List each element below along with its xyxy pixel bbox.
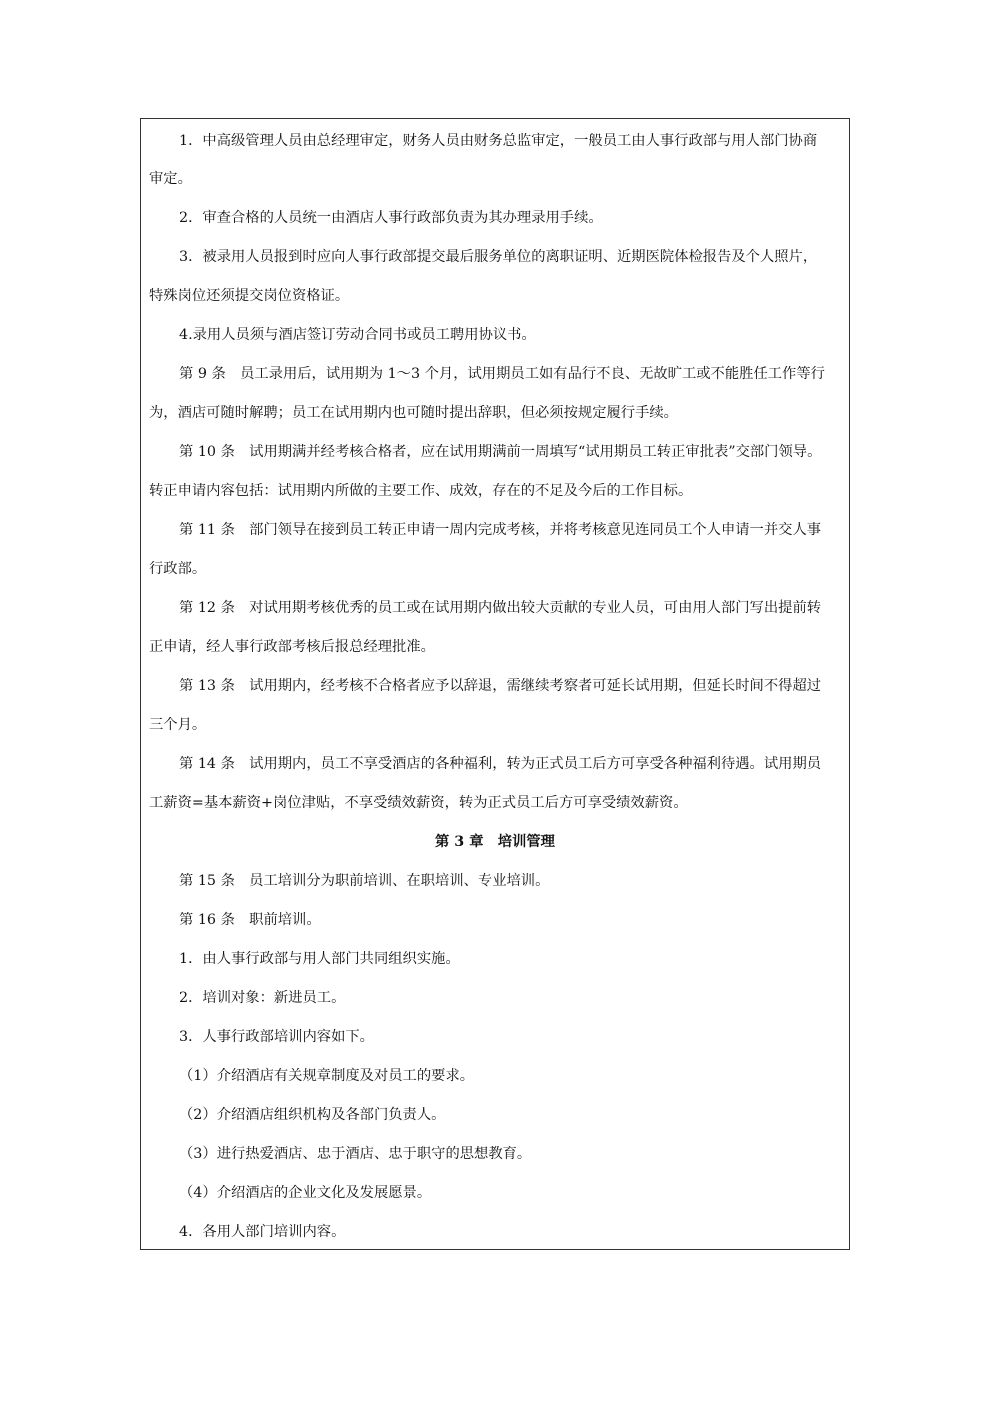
text-line: 第 13 条 试用期内，经考核不合格者应予以辞退，需继续考察者可延长试用期，但延长时间不得超过 <box>179 678 822 694</box>
text-line: （3）进行热爱酒店、忠于酒店、忠于职守的思想教育。 <box>179 1146 532 1162</box>
text-line: 2．培训对象：新进员工。 <box>179 990 346 1006</box>
text-line: 4.录用人员须与酒店签订劳动合同书或员工聘用协议书。 <box>179 327 536 343</box>
text-line: 审定。 <box>149 171 192 187</box>
text-line: 3．被录用人员报到时应向人事行政部提交最后服务单位的离职证明、近期医院体检报告及个人照片， <box>179 249 818 265</box>
text-line: 转正申请内容包括：试用期内所做的主要工作、成效，存在的不足及今后的工作目标。 <box>149 483 693 499</box>
text-line: 正申请，经人事行政部考核后报总经理批准。 <box>149 639 435 655</box>
text-line: 1．中高级管理人员由总经理审定，财务人员由财务总监审定，一般员工由人事行政部与用人部门协商 <box>179 133 818 149</box>
text-line: 工薪资=基本薪资+岗位津贴，不享受绩效薪资，转为正式员工后方可享受绩效薪资。 <box>149 795 688 811</box>
text-line: 第 10 条 试用期满并经考核合格者，应在试用期满前一周填写“试用期员工转正审批表”交部门领导。 <box>179 444 822 460</box>
text-line: 2．审查合格的人员统一由酒店人事行政部负责为其办理录用手续。 <box>179 210 603 226</box>
text-line: 第 11 条 部门领导在接到员工转正申请一周内完成考核，并将考核意见连同员工个人申请一并交人事 <box>179 522 822 538</box>
text-line: 4．各用人部门培训内容。 <box>179 1224 346 1240</box>
text-line: 三个月。 <box>149 717 207 733</box>
text-line: 为，酒店可随时解聘；员工在试用期内也可随时提出辞职，但必须按规定履行手续。 <box>149 405 678 421</box>
text-line: 行政部。 <box>149 561 207 577</box>
text-line: 第 9 条 员工录用后，试用期为 1～3 个月，试用期员工如有品行不良、无故旷工或不能胜任工作等行 <box>179 366 825 382</box>
text-line: 第 12 条 对试用期考核优秀的员工或在试用期内做出较大贡献的专业人员，可由用人部门写出提前转 <box>179 600 822 616</box>
text-line: （1）介绍酒店有关规章制度及对员工的要求。 <box>179 1068 475 1084</box>
text-line: 第 14 条 试用期内，员工不享受酒店的各种福利，转为正式员工后方可享受各种福利待遇。试用期员 <box>179 756 822 772</box>
text-line: 3．人事行政部培训内容如下。 <box>179 1029 374 1045</box>
chapter-heading: 第 3 章 培训管理 <box>435 834 555 850</box>
document-frame <box>140 118 850 1250</box>
text-line: 第 15 条 员工培训分为职前培训、在职培训、专业培训。 <box>179 873 550 889</box>
text-line: 第 16 条 职前培训。 <box>179 912 321 928</box>
text-line: 特殊岗位还须提交岗位资格证。 <box>149 288 350 304</box>
text-line: （2）介绍酒店组织机构及各部门负责人。 <box>179 1107 446 1123</box>
text-line: （4）介绍酒店的企业文化及发展愿景。 <box>179 1185 432 1201</box>
text-line: 1．由人事行政部与用人部门共同组织实施。 <box>179 951 460 967</box>
